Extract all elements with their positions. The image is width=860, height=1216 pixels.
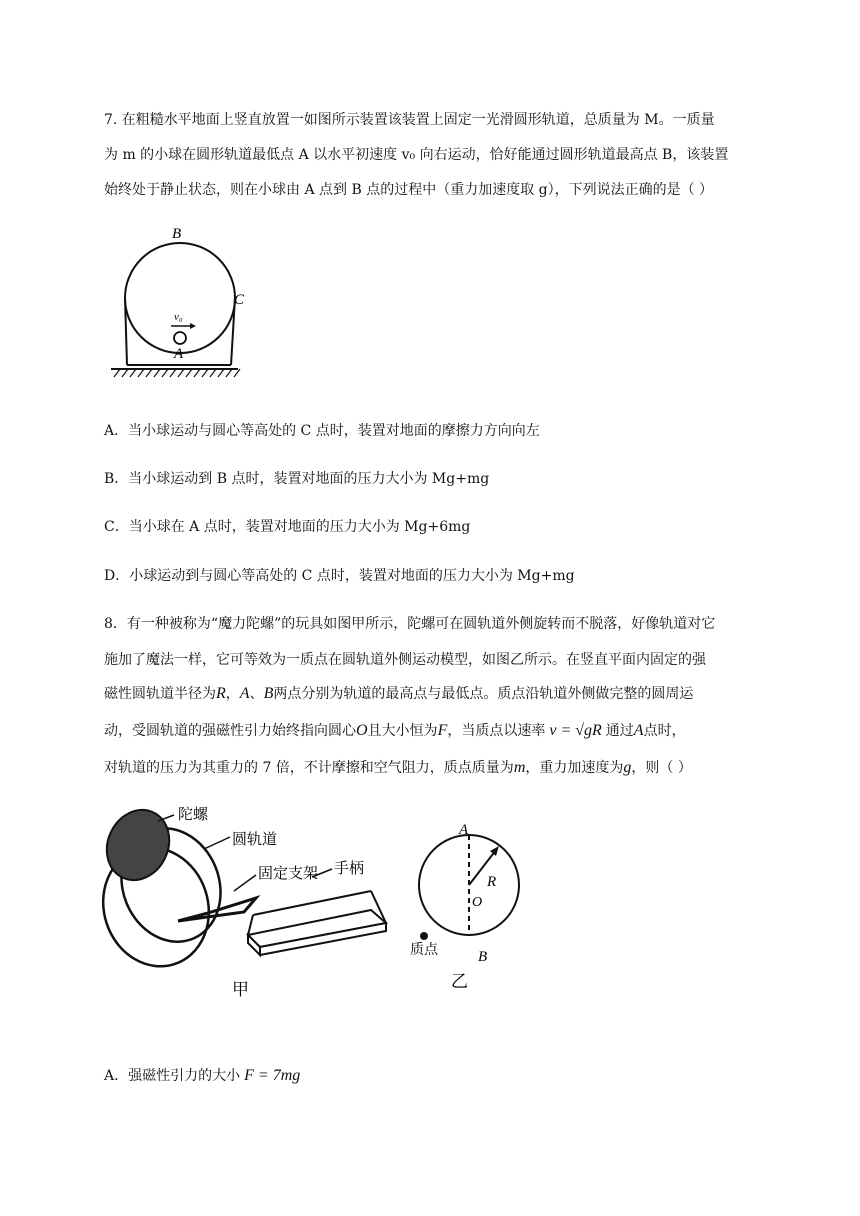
caption-jia: 甲 — [232, 980, 249, 1000]
q7-option-a: A．当小球运动与圆心等高处的 C 点时，装置对地面的摩擦力方向向左 — [104, 423, 540, 439]
q7-loop-figure — [108, 222, 248, 382]
support-frame — [178, 898, 256, 921]
q8-option-a: A．强磁性引力的大小 F = 7mg — [104, 1067, 301, 1084]
support-right — [231, 298, 235, 365]
q8-figure-jia — [96, 795, 406, 1010]
q7-line-3: 始终处于静止状态，则在小球由 A 点到 B 点的过程中（重力加速度取 g），下列说法正确的是（ ） — [104, 182, 714, 198]
q8-line-2: 施加了魔法一样，它可等效为一质点在圆轨道外侧运动模型，如图乙所示。在竖直平面内固定的强 — [104, 652, 706, 668]
q7-option-d: D．小球运动到与圆心等高处的 C 点时，装置对地面的压力大小为 Mg+mg — [104, 568, 575, 584]
yi-label-B: B — [478, 949, 488, 965]
label-A: A — [174, 346, 184, 362]
q8-figure-yi — [402, 815, 532, 995]
ball — [174, 332, 186, 344]
q8-line-1: 8．有一种被称为“魔力陀螺”的玩具如图甲所示，陀螺可在圆轨道外侧旋转而不脱落，好像轨道对它 — [104, 616, 716, 632]
q8-line-4: 动，受圆轨道的强磁性引力始终指向圆心O且大小恒为F，当质点以速率 v = √gR 通过A点时， — [104, 722, 686, 739]
q7-option-b: B．当小球运动到 B 点时，装置对地面的压力大小为 Mg+mg — [104, 471, 490, 487]
label-tuoluo: 陀螺 — [178, 805, 209, 823]
caption-yi: 乙 — [451, 972, 468, 992]
q8-line-5: 对轨道的压力为其重力的 7 倍，不计摩擦和空气阻力，质点质量为m，重力加速度为g，则（ ） — [104, 759, 692, 776]
yi-label-R: R — [487, 874, 497, 890]
q7-option-c: C．当小球在 A 点时，装置对地面的压力大小为 Mg+6mg — [104, 519, 471, 535]
label-guidao: 圆轨道 — [232, 830, 278, 848]
label-zhijia: 固定支架 — [258, 864, 319, 882]
yi-particle — [420, 932, 428, 940]
yi-label-zhidian: 质点 — [410, 942, 438, 958]
loop-track-circle — [125, 243, 235, 353]
label-C: C — [234, 292, 245, 308]
q7-line-1: 7. 在粗糙水平地面上竖直放置一如图所示装置该装置上固定一光滑圆形轨道，总质量为 M。一质量 — [104, 112, 715, 128]
q7-line-2: 为 m 的小球在圆形轨道最低点 A 以水平初速度 v₀ 向右运动，恰好能通过圆形轨道最高点 B，该装置 — [104, 147, 729, 163]
label-B: B — [172, 226, 182, 242]
yi-label-A: A — [459, 822, 469, 838]
q8-line-3: 磁性圆轨道半径为R，A、B两点分别为轨道的最高点与最低点。质点沿轨道外侧做完整的圆周运 — [104, 685, 694, 702]
label-v0: v₀ — [174, 311, 183, 323]
ground-hatch — [114, 369, 240, 377]
yi-label-O: O — [472, 895, 483, 910]
label-shoubing: 手柄 — [334, 859, 365, 877]
